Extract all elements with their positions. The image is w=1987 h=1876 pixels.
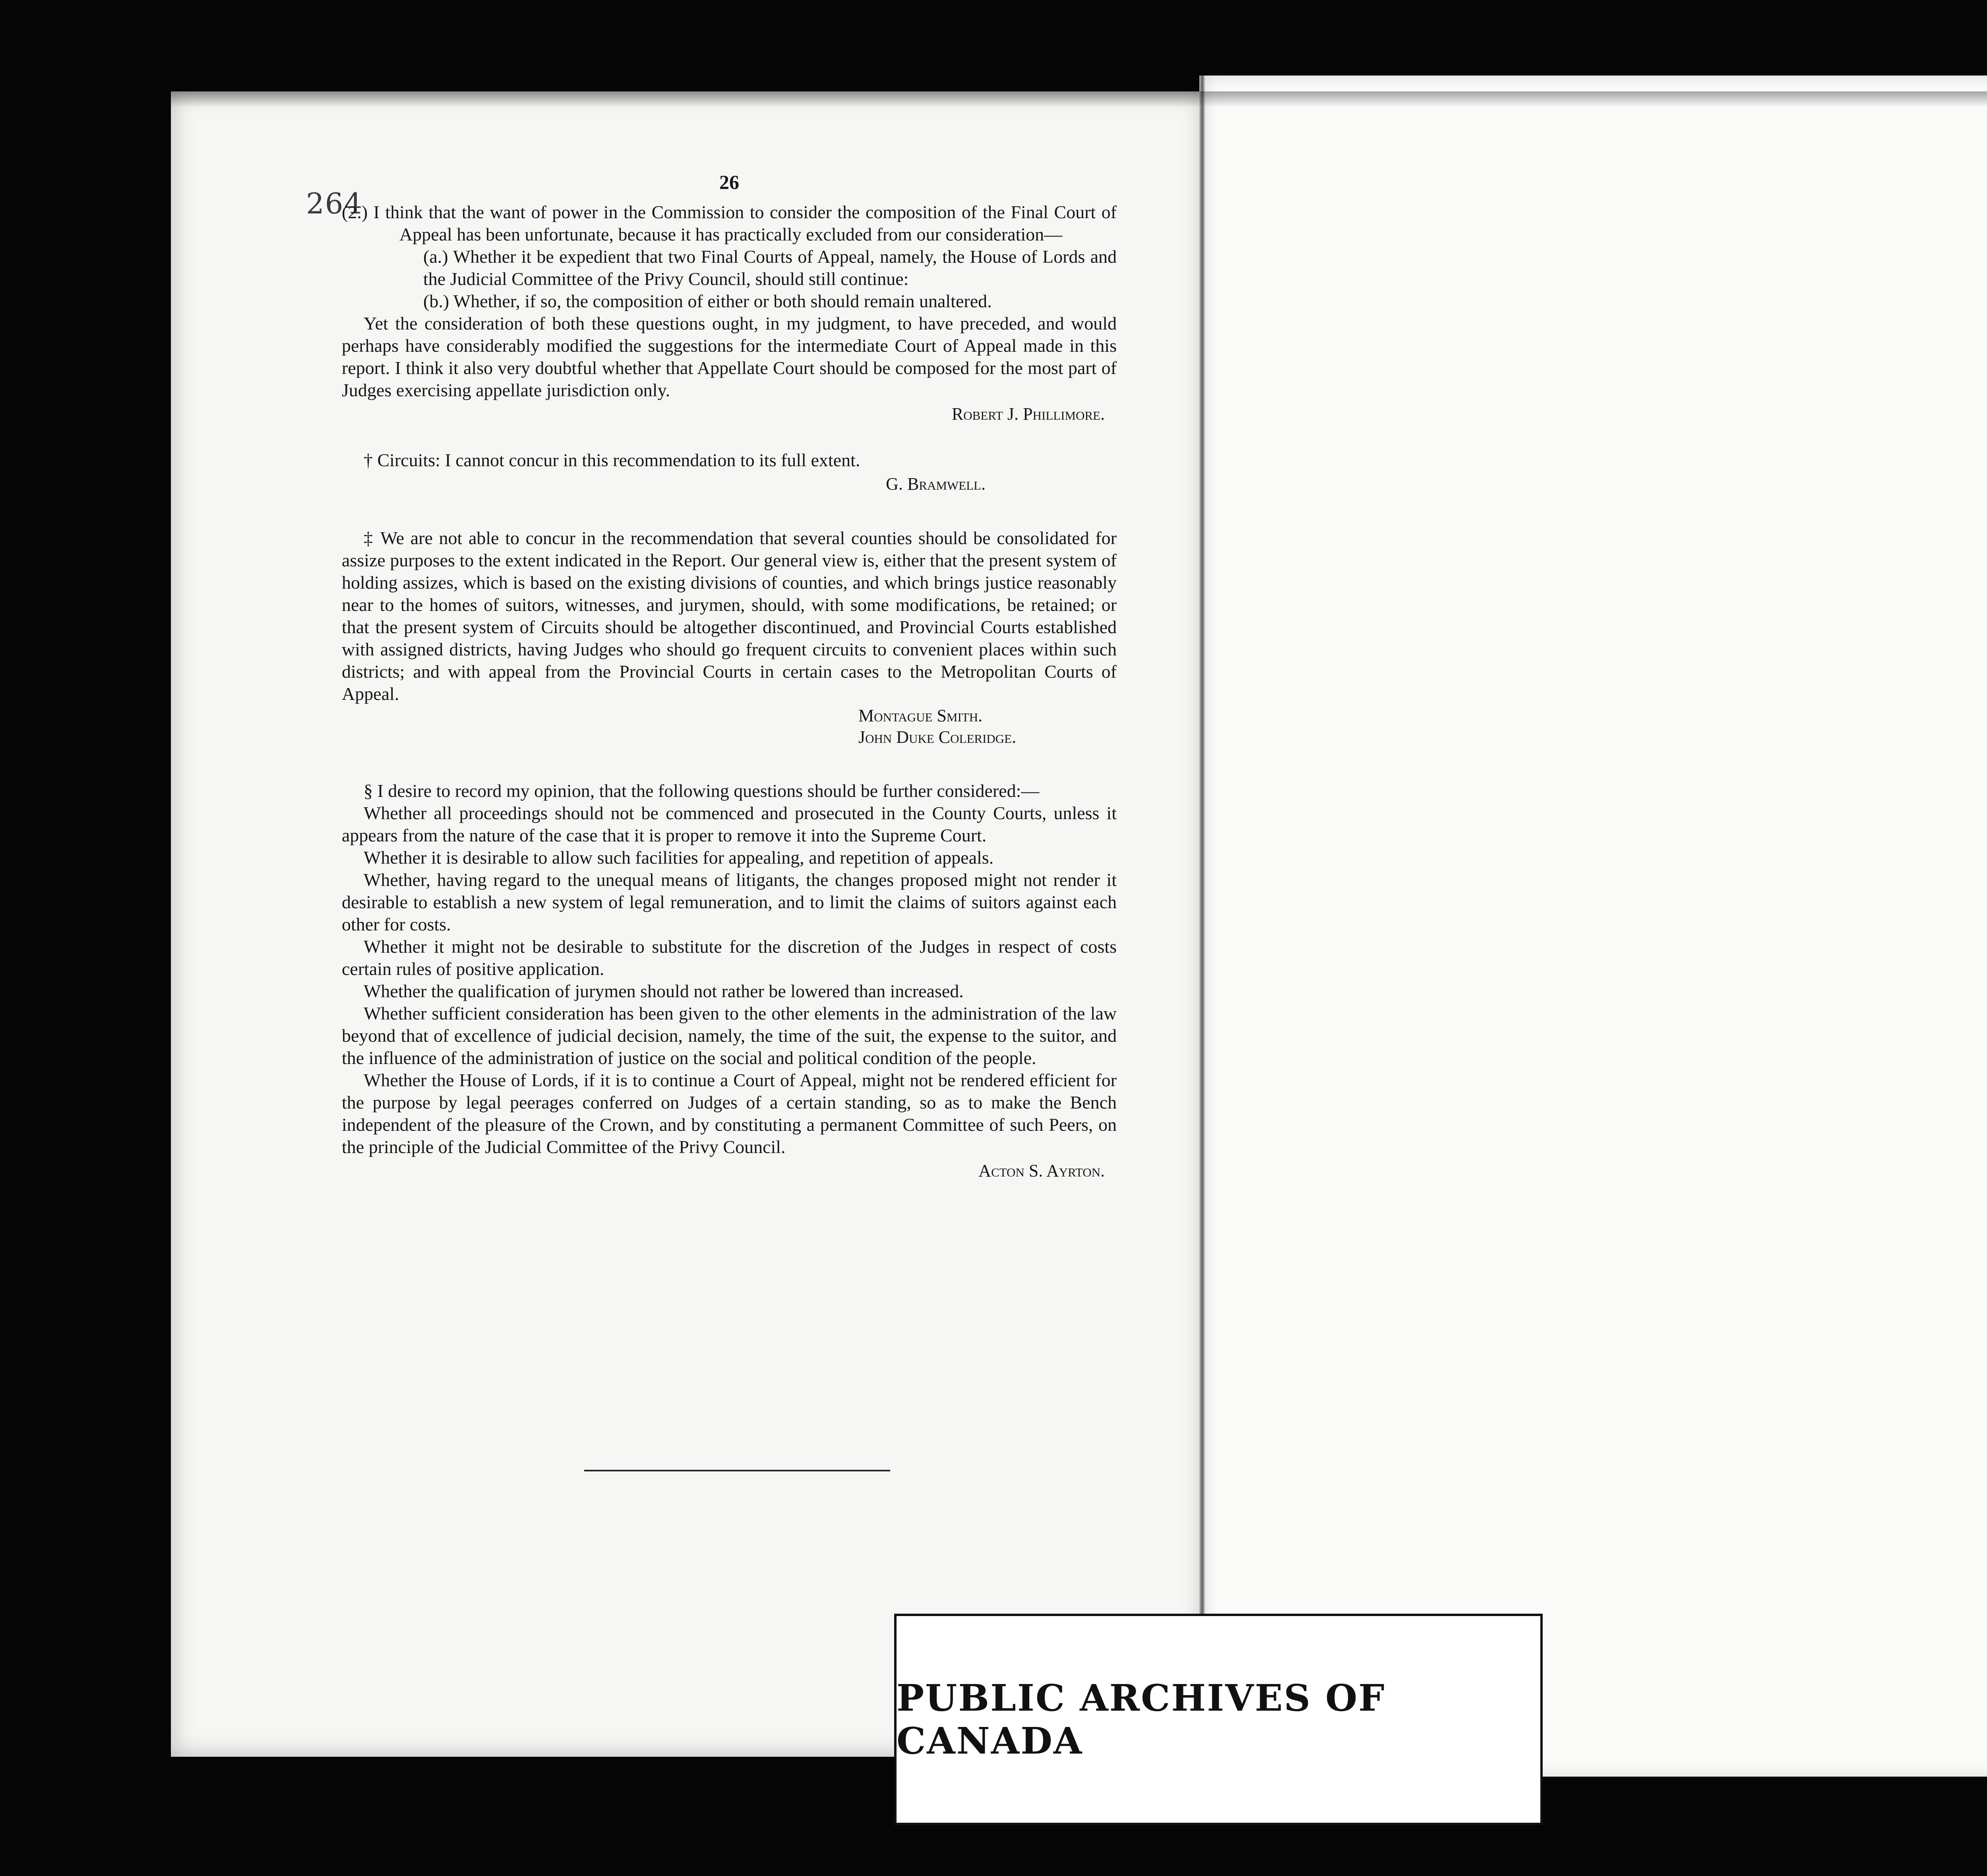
paragraph-item-a: (a.) Whether it be expedient that two Final Courts of Appeal, namely, the House of Lords and the Judicial Committee of the Privy Council, should still continue: [423,246,1117,289]
signature-ayrton: Acton S. Ayrton. [978,1161,1105,1180]
list-item: Whether the House of Lords, if it is to continue a Court of Appeal, might not be rendered efficient for the purpose by legal peerages conferred on Judges of a certain standing, so as to make the Bench independent of the pleasure of the Crown, and by constituting a permanent Committee of such Peers, on the principle of the Judicial Committee of the Privy Council. [342,1070,1117,1157]
archive-stamp-number: 264 [306,187,363,220]
signature-coleridge: John Duke Coleridge. [858,727,1017,747]
paragraph-final-court: (2.) I think that the want of power in the Commission to consider the composition of the Final Court of Appeal has been unfortunate, because it has practically excluded from our consideration— [342,202,1117,244]
paragraph-assizes: ‡ We are not able to concur in the recommendation that several counties should be consolidated for assize purposes to the extent indicated in the Report. Our general view is, either that the present system of holding assizes, which is based on the existing divisions of counties, and which brings justice reasonably near to the homes of suitors, witnesses, and jurymen, should, with some modifications, be retained; or that the present system of Circuits should be altogether discontinued, and Provincial Courts established with assigned districts, having Judges who should go frequent circuits to convenient places within such districts; and with appeal from the Provincial Courts in certain cases to the Metropolitan Courts of Appeal. [342,528,1117,704]
page-number: 26 [719,171,739,193]
list-item: Whether all proceedings should not be commenced and prosecuted in the County Courts, unless it appears from the nature of the case that it is proper to remove it into the Supreme Court. [342,803,1117,845]
paragraph-item-b: (b.) Whether, if so, the composition of either or both should remain unaltered. [423,291,992,311]
page-gutter [1199,76,1205,1777]
paragraph-opinion: § I desire to record my opinion, that the following questions should be further considered:— [364,781,1040,801]
paragraph-circuits: † Circuits: I cannot concur in this recommendation to its full extent. [364,450,860,470]
list-item: Whether it is desirable to allow such facilities for appealing, and repetition of appeals. [364,847,994,868]
list-item: Whether the qualification of jurymen should not rather be lowered than increased. [364,981,964,1001]
signature-smith: Montague Smith. [858,706,983,725]
list-item: Whether it might not be desirable to substitute for the discretion of the Judges in respect of costs certain rules of positive application. [342,936,1117,979]
closing-rule [584,1470,890,1471]
signature-bramwell: G. Bramwell. [886,474,986,494]
signature-block-smith-coleridge [858,705,1117,748]
archives-label: PUBLIC ARCHIVES OF CANADA [894,1614,1543,1825]
right-page-blank [1204,76,1987,1777]
list-item: Whether sufficient consideration has been given to the other elements in the administration of the law beyond that of excellence of judicial decision, namely, the time of the suit, the expense to the suitor, and the influence of the administration of justice on the social and political condition of the people. [342,1003,1117,1068]
list-item: Whether, having regard to the unequal means of litigants, the changes proposed might not render it desirable to establish a new system of legal remuneration, and to limit the claims of suitors against each other for costs. [342,870,1117,934]
top-shadow [171,91,1987,107]
paragraph-judgment: Yet the consideration of both these questions ought, in my judgment, to have preceded, and would perhaps have considerably modified the suggestions for the intermediate Court of Appeal made in this report. I think it also very doubtful whether that Appellate Court should be composed for the most part of Judges exercising appellate jurisdiction only. [342,313,1117,400]
signature-phillimore: Robert J. Phillimore. [951,404,1105,424]
document-text [342,171,1117,1182]
